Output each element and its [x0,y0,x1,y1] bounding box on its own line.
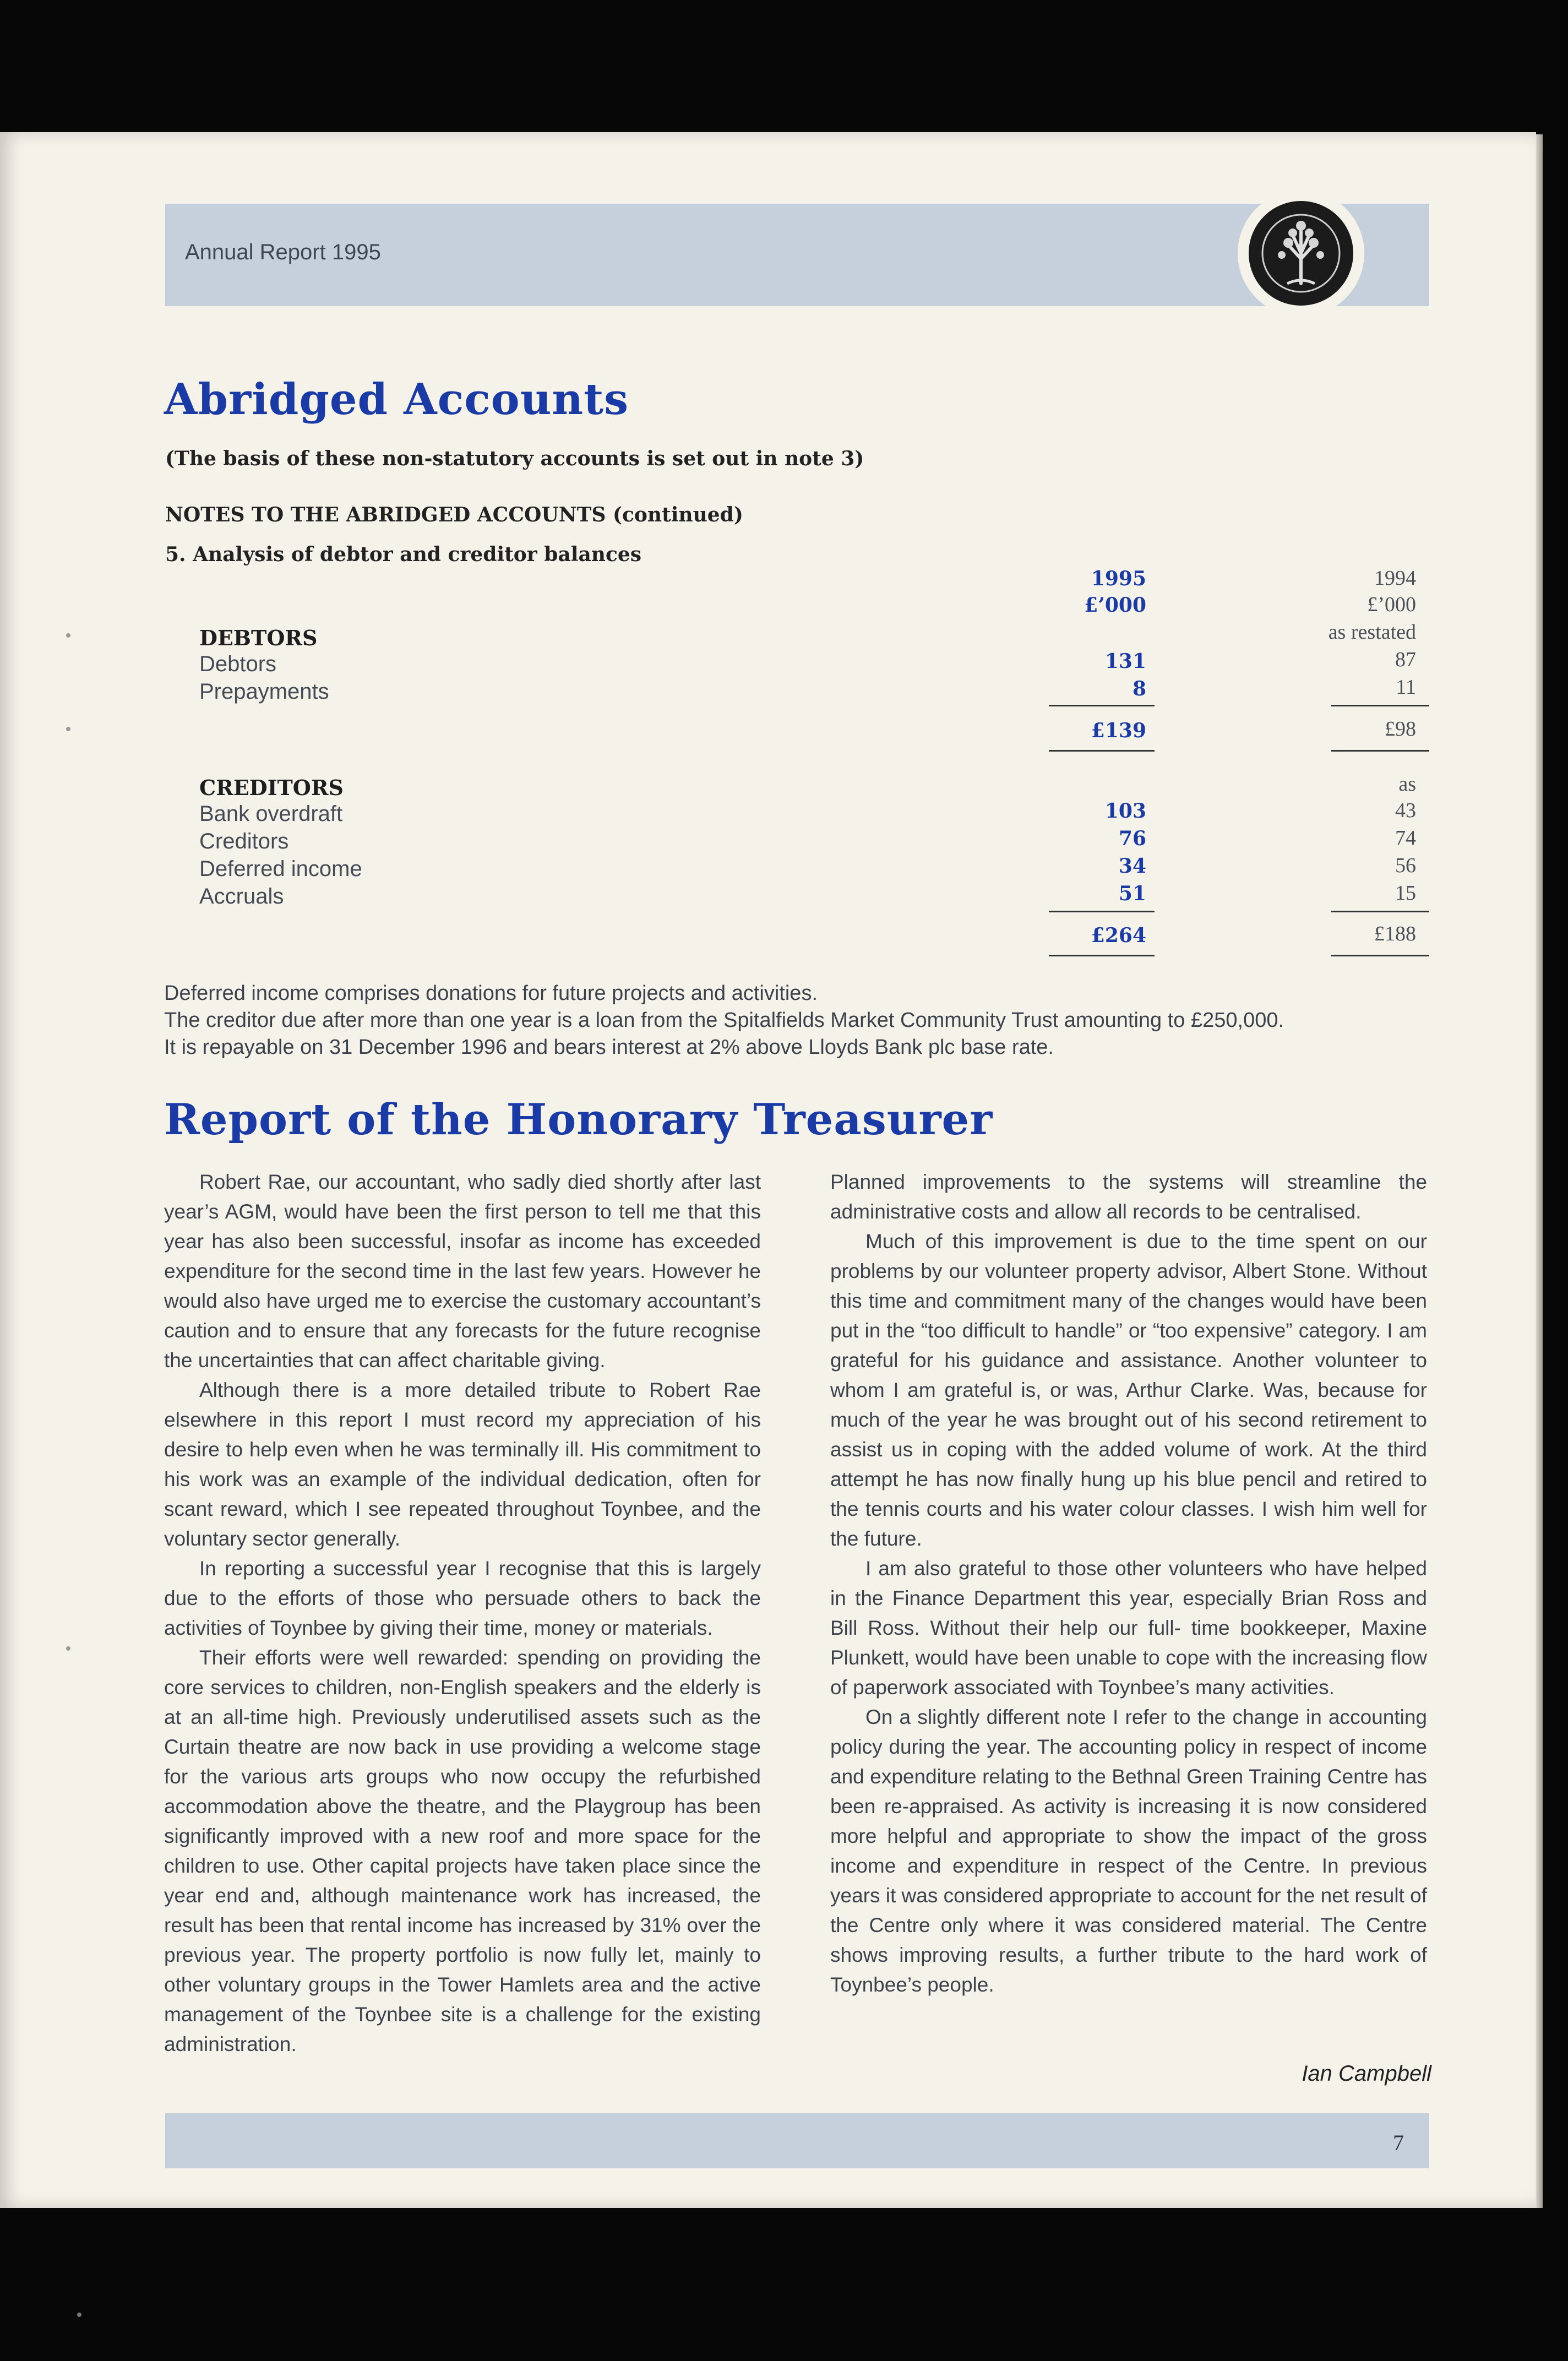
col-1994-restated: as restated [1328,621,1416,644]
notes-heading: NOTES TO THE ABRIDGED ACCOUNTS (continued) [165,503,743,526]
subtotal-rule [1049,911,1155,912]
col-1995-year: 1995 [1091,567,1146,590]
note5-heading: 5. Analysis of debtor and creditor balances [165,543,642,566]
total-rule [1049,750,1155,752]
table-cell-1994: 56 [1395,854,1416,877]
table-cell-1995: 8 [1132,677,1146,700]
accounts-footnote [164,980,1430,1061]
creditors-total-1995: £264 [1091,924,1146,947]
signature: Ian Campbell [1302,2061,1431,2086]
footnote-line: The creditor due after more than one year is a loan from the Spitalfields Market Community Trust amounting to £250,000. [164,1009,1284,1032]
subtotal-rule [1331,705,1429,706]
table-cell-1995: 51 [1118,882,1146,905]
debtors-total-1994: £98 [1385,717,1416,741]
paper-speck [66,727,70,731]
footnote-line: Deferred income comprises donations for future projects and activities. [164,982,818,1005]
creditors-heading: CREDITORS [199,775,344,800]
abridged-accounts-heading: Abridged Accounts [164,374,629,425]
paper-speck [66,633,70,638]
basis-note: (The basis of these non-statutory accounts is set out in note 3) [165,447,864,470]
table-cell-1994: 74 [1395,826,1416,850]
report-paragraph: Their efforts were well rewarded: spending on providing the core services to children, non-English speakers and the elderly is at an all-time high. Previously underutilised assets such as the Curtain theatre are now back in use providing a welcome stage for the various arts groups who now occupy the refurbished accommodation above the theatre, and the Playgroup has been significantly improved with a new roof and more space for the children to use. Other capital projects have taken place since the year end and, although maintenance work has increased, the result has been that rental income has increased by 31% over the previous year. The property portfolio is now fully let, mainly to other voluntary groups in the Tower Hamlets area and the active management of the Toynbee site is a challenge for the existing administration. [164,1646,761,2055]
report-paragraph: On a slightly different note I refer to the change in accounting policy during the year. The accounting policy in respect of income and expenditure relating to the Bethnal Green Training Centre has been re-appraised. As activity is increasing it is now considered more helpful and appropriate to show the impact of the gross income and expenditure in respect of the Centre. In previous years it was considered appropriate to account for the net result of the Centre only where it was considered material. The Centre shows improving results, a further tribute to the hard work of Toynbee’s people. [830,1706,1427,1996]
table-row-label: Accruals [199,884,284,909]
total-rule [1049,955,1155,956]
table-cell-1994: 11 [1396,676,1416,699]
table-cell-1994: 43 [1395,799,1416,822]
debtors-total-1995: £139 [1091,719,1146,742]
table-row-label: Bank overdraft [199,802,343,826]
table-cell-1995: 76 [1118,827,1146,850]
col-1994-year: 1994 [1374,567,1416,590]
debtors-heading: DEBTORS [199,625,318,650]
report-paragraph: Robert Rae, our accountant, who sadly died shortly after last year’s AGM, would have been the first person to tell me that this year has also been successful, insofar as income has exceeded expenditure for the second time in the last few years. However he would also have urged me to exercise the customary accountant’s caution and to ensure that any forecasts for the future recognise the uncertainties that can affect charitable giving. [164,1171,761,1372]
total-rule [1331,750,1429,752]
col-1994-unit: £’000 [1367,593,1416,616]
report-paragraph: I am also grateful to those other volunteers who have helped in the Finance Department this year, especially Brian Ross and Bill Ross. Without their help our full- time bookkeeper, Maxine Plunkett, would have been unable to cope with the increasing flow of paperwork associated with Toynbee’s many activities. [830,1557,1427,1699]
paper-speck [66,1646,70,1651]
report-paragraph: In reporting a successful year I recognise that this is largely due to the efforts of those who persuade others to back the activities of Toynbee by giving their time, money or materials. [164,1557,761,1639]
page-number: 7 [1393,2130,1404,2155]
table-row-label: Debtors [199,652,277,676]
paper-speck [77,2313,81,2317]
total-rule [1331,955,1429,956]
report-paragraph: Much of this improvement is due to the time spent on our problems by our volunteer property advisor, Albert Stone. Without this time and commitment many of the changes would have been put in the “too difficult to handle” or “too expensive” category. I am grateful for his guidance and assistance. Another volunteer to whom I am grateful is, or was, Arthur Clarke. Was, because for much of the year he was brought out of his second retirement to assist us in coping with the added volume of work. At the third attempt he has now finally hung up his blue pencil and retired to the tennis courts and his water colour classes. I wish him well for the future. [830,1230,1427,1550]
report-column-left [164,1167,761,2059]
footnote-line: It is repayable on 31 December 1996 and bears interest at 2% above Lloyds Bank plc base rate. [164,1036,1054,1059]
subtotal-rule [1049,705,1155,706]
table-row-label: Creditors [199,829,289,853]
treasurer-report-heading: Report of the Honorary Treasurer [164,1095,993,1145]
table-row-label: Deferred income [199,857,362,881]
table-cell-1994: 15 [1395,882,1416,905]
footer-band [165,2113,1429,2168]
creditors-total-1994: £188 [1374,922,1416,945]
creditors-col-1994-note: as [1398,773,1416,796]
table-cell-1994: 87 [1395,648,1416,671]
report-paragraph: Although there is a more detailed tribute to Robert Rae elsewhere in this report I must record my appreciation of his desire to help even when he was terminally ill. His commitment to his work was an example of the individual dedication, often for scant reward, which I see repeated throughout Toynbee, and the voluntary sector generally. [164,1379,761,1550]
table-cell-1995: 103 [1104,799,1146,823]
report-column-right [830,1167,1427,2000]
table-row-label: Prepayments [199,679,329,704]
table-cell-1995: 34 [1118,855,1146,878]
subtotal-rule [1331,911,1429,912]
page-edge [1536,134,1543,2208]
header-title: Annual Report 1995 [185,240,381,264]
col-1995-unit: £’000 [1084,594,1146,617]
tree-emblem-icon [1249,201,1353,306]
table-cell-1995: 131 [1104,650,1146,673]
report-paragraph: Planned improvements to the systems will streamline the administrative costs and allow all records to be centralised. [830,1171,1427,1223]
